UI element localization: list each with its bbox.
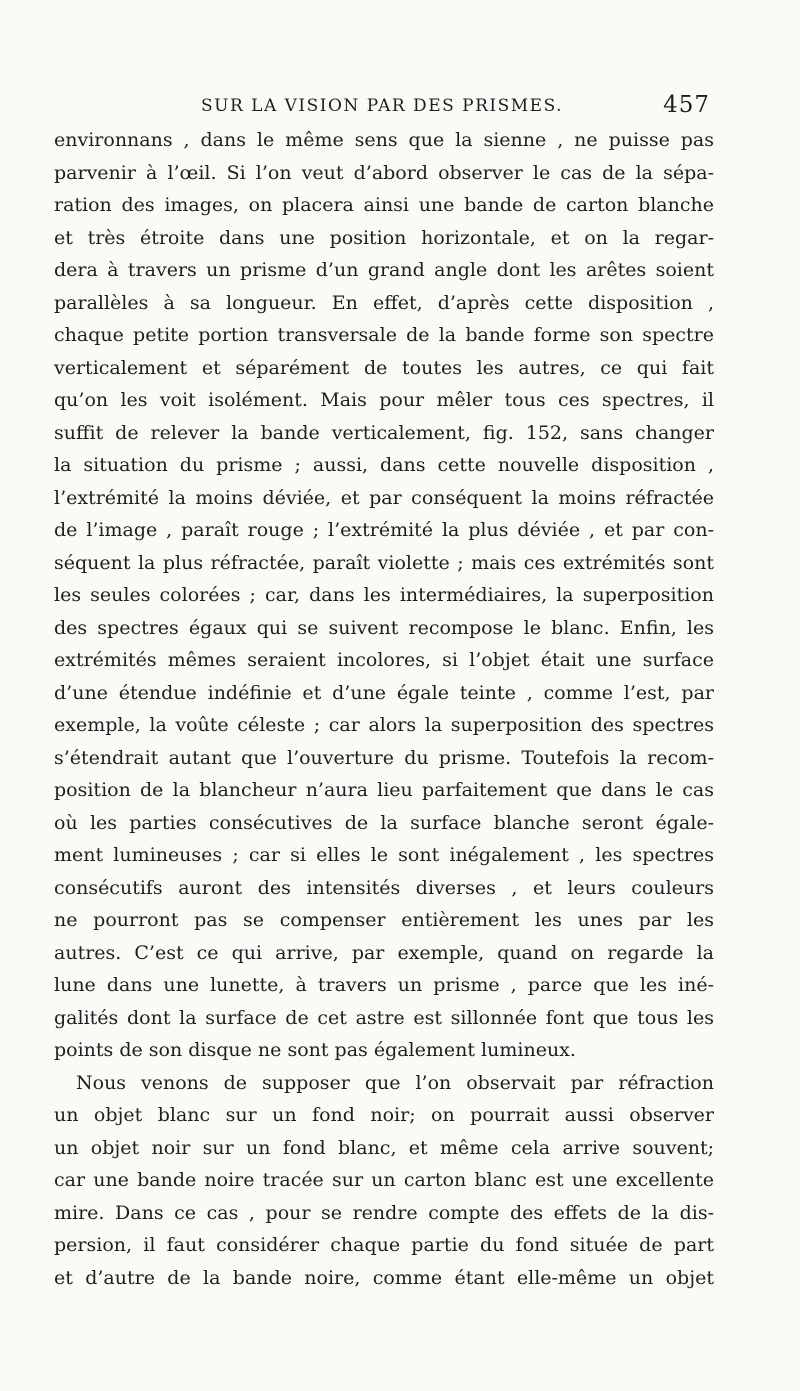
text-line: car une bande noire tracée sur un carton blanc est une excellente	[54, 1169, 714, 1191]
text-line: ne pourront pas se compenser entièrement les unes par les	[54, 909, 714, 931]
text-line: l’extrémité la moins déviée, et par conséquent la moins réfractée	[54, 486, 714, 509]
text-line: points de son disque ne sont pas également lumineux.	[54, 1039, 576, 1061]
running-head	[54, 92, 710, 122]
text-line: autres. C’est ce qui arrive, par exemple, quand on regarde la	[54, 941, 714, 964]
text-line: de l’image , paraît rouge ; l’extrémité la plus déviée , et par con-	[54, 519, 714, 541]
text-line: où les parties consécutives de la surface blanche seront égale-	[54, 811, 714, 834]
text-line: les seules colorées ; car, dans les intermédiaires, la superposition	[54, 584, 714, 606]
text-line: verticalement et séparément de toutes les autres, ce qui fait	[54, 356, 714, 379]
text-line: Nous venons de supposer que l’on observait par réfraction	[76, 1071, 714, 1094]
text-line: séquent la plus réfractée, paraît violette ; mais ces extrémités sont	[54, 551, 714, 574]
text-line: mire. Dans ce cas , pour se rendre compte des effets de la dis-	[54, 1201, 714, 1224]
text-line: chaque petite portion transversale de la bande forme son spectre	[54, 324, 714, 346]
text-line: s’étendrait autant que l’ouverture du prisme. Toutefois la recom-	[54, 746, 714, 769]
body-text	[54, 124, 714, 1294]
text-line: des spectres égaux qui se suivent recompose le blanc. Enfin, les	[54, 616, 714, 639]
text-line: exemple, la voûte céleste ; car alors la superposition des spectres	[54, 714, 714, 736]
running-title: SUR LA VISION PAR DES PRISMES.	[200, 96, 564, 116]
text-line: ration des images, on placera ainsi une bande de carton blanche	[54, 194, 714, 216]
text-line: et très étroite dans une position horizontale, et on la regar-	[54, 226, 714, 249]
text-line: qu’on les voit isolément. Mais pour mêler tous ces spectres, il	[54, 389, 714, 411]
text-line: un objet noir sur un fond blanc, et même cela arrive souvent;	[54, 1136, 714, 1159]
text-line: consécutifs auront des intensités diverses , et leurs couleurs	[54, 876, 714, 899]
text-line: lune dans une lunette, à travers un prisme , parce que les iné-	[54, 974, 714, 996]
text-line: position de la blancheur n’aura lieu parfaitement que dans le cas	[54, 779, 714, 801]
text-line: un objet blanc sur un fond noir; on pourrait aussi observer	[54, 1104, 714, 1126]
text-line: persion, il faut considérer chaque partie du fond située de part	[54, 1234, 714, 1256]
text-line: d’une étendue indéfinie et d’une égale teinte , comme l’est, par	[54, 681, 714, 704]
text-line: extrémités mêmes seraient incolores, si l’objet était une surface	[54, 649, 714, 671]
page-number: 457	[663, 92, 710, 118]
text-line: la situation du prisme ; aussi, dans cette nouvelle disposition ,	[54, 454, 714, 476]
text-line: suffit de relever la bande verticalement, fig. 152, sans changer	[54, 421, 714, 444]
text-line: dera à travers un prisme d’un grand angle dont les arêtes soient	[54, 259, 714, 281]
text-line: parvenir à l’œil. Si l’on veut d’abord observer le cas de la sépa-	[54, 161, 714, 184]
text-line: parallèles à sa longueur. En effet, d’après cette disposition ,	[54, 291, 714, 314]
text-line: ment lumineuses ; car si elles le sont inégalement , les spectres	[54, 844, 714, 866]
text-line: environnans , dans le même sens que la sienne , ne puisse pas	[54, 129, 714, 151]
text-line: et d’autre de la bande noire, comme étant elle-même un objet	[54, 1266, 714, 1289]
text-line: galités dont la surface de cet astre est sillonnée font que tous les	[54, 1006, 714, 1029]
